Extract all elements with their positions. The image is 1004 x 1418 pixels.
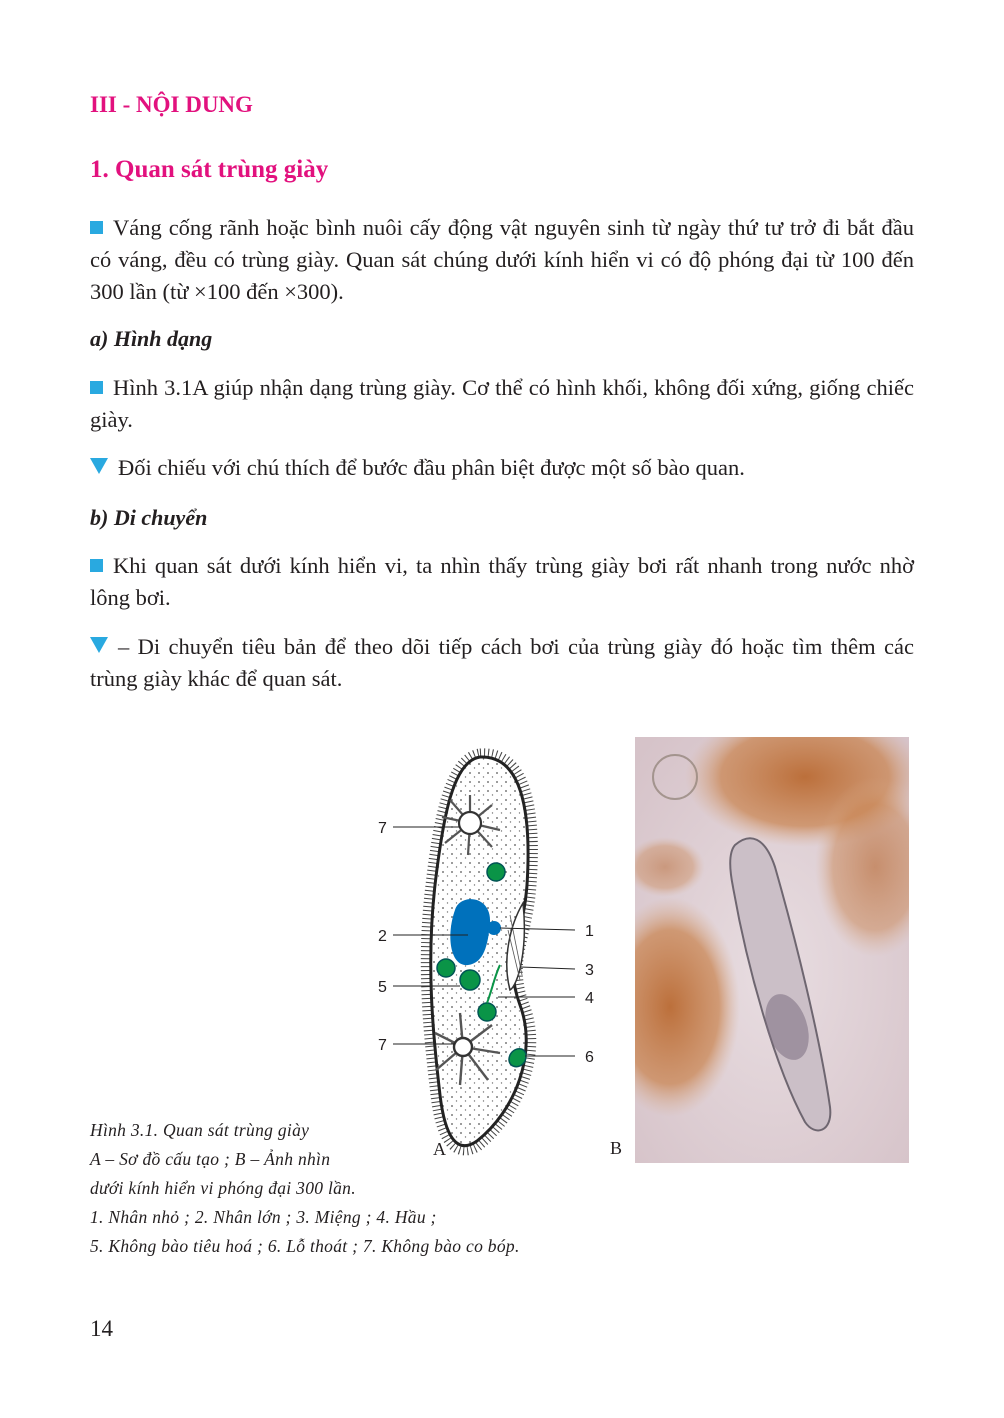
page-number: 14 [90, 1316, 113, 1341]
figure-caption-legend: 1. Nhân nhỏ ; 2. Nhân lớn ; 3. Miệng ; 4. Hầu ; [90, 1207, 437, 1227]
triangle-bullet-icon [90, 637, 108, 653]
paragraph-observation [90, 212, 914, 308]
figure-caption-title: Hình 3.1. Quan sát trùng giày [90, 1120, 310, 1140]
square-bullet-icon [90, 559, 103, 572]
figure-caption-line: dưới kính hiển vi phóng đại 300 lần. [90, 1178, 356, 1198]
paragraph-text: – Di chuyển tiêu bản để theo dõi tiếp cách bơi của trùng giày đó hoặc tìm thêm các trùng giày khác để quan sát. [90, 634, 914, 691]
label-3: 3 [585, 962, 594, 979]
paragraph-text: Đối chiếu với chú thích để bước đầu phân biệt được một số bào quan. [118, 455, 745, 480]
micronucleus [487, 921, 501, 935]
panel-b-label-text: B [610, 1138, 623, 1158]
food-vacuole [487, 863, 505, 881]
square-bullet-icon [90, 381, 103, 394]
label-5: 5 [378, 979, 387, 996]
paragraph-shape [90, 372, 914, 436]
food-vacuole [478, 1003, 496, 1021]
heading-shape: a) Hình dạng [90, 326, 213, 351]
subsection-title: 1. Quan sát trùng giày [90, 156, 329, 183]
paramecium-diagram [360, 735, 610, 1175]
micrograph-photo [635, 737, 909, 1163]
label-6: 6 [585, 1049, 594, 1066]
paragraph-compare [90, 452, 914, 484]
paragraph-text: Váng cống rãnh hoặc bình nuôi cấy động vật nguyên sinh từ ngày thứ tư trở đi bắt đầu có váng, đều có trùng giày. Quan sát chúng dưới kính hiển vi có độ phóng đại từ 100 đến 300 lần (từ ×100 đến ×300). [90, 215, 914, 304]
heading-movement: b) Di chuyển [90, 505, 208, 530]
section-title: III - NỘI DUNG [90, 92, 253, 117]
panel-a-label: A [433, 1139, 446, 1159]
paragraph-slide [90, 631, 914, 695]
paragraph-text: Khi quan sát dưới kính hiển vi, ta nhìn thấy trùng giày bơi rất nhanh trong nước nhờ lông bơi. [90, 553, 914, 610]
figure-caption-legend: 5. Không bào tiêu hoá ; 6. Lỗ thoát ; 7. Không bào co bóp. [90, 1236, 520, 1256]
food-vacuole [437, 959, 455, 977]
paragraph-text: Hình 3.1A giúp nhận dạng trùng giày. Cơ thể có hình khối, không đối xứng, giống chiếc giày. [90, 375, 914, 432]
figure-caption-line: A – Sơ đồ cấu tạo ; B – Ảnh nhìn [90, 1149, 331, 1169]
triangle-bullet-icon [90, 458, 108, 474]
label-7-top: 7 [378, 820, 387, 837]
label-4: 4 [585, 990, 594, 1007]
label-1: 1 [585, 923, 594, 940]
paramecium-diagram-svg [360, 735, 610, 1175]
paragraph-movement [90, 550, 914, 614]
label-2: 2 [378, 928, 387, 945]
micrograph-svg [635, 737, 909, 1163]
square-bullet-icon [90, 221, 103, 234]
label-7-bottom: 7 [378, 1037, 387, 1054]
food-vacuole [460, 970, 480, 990]
